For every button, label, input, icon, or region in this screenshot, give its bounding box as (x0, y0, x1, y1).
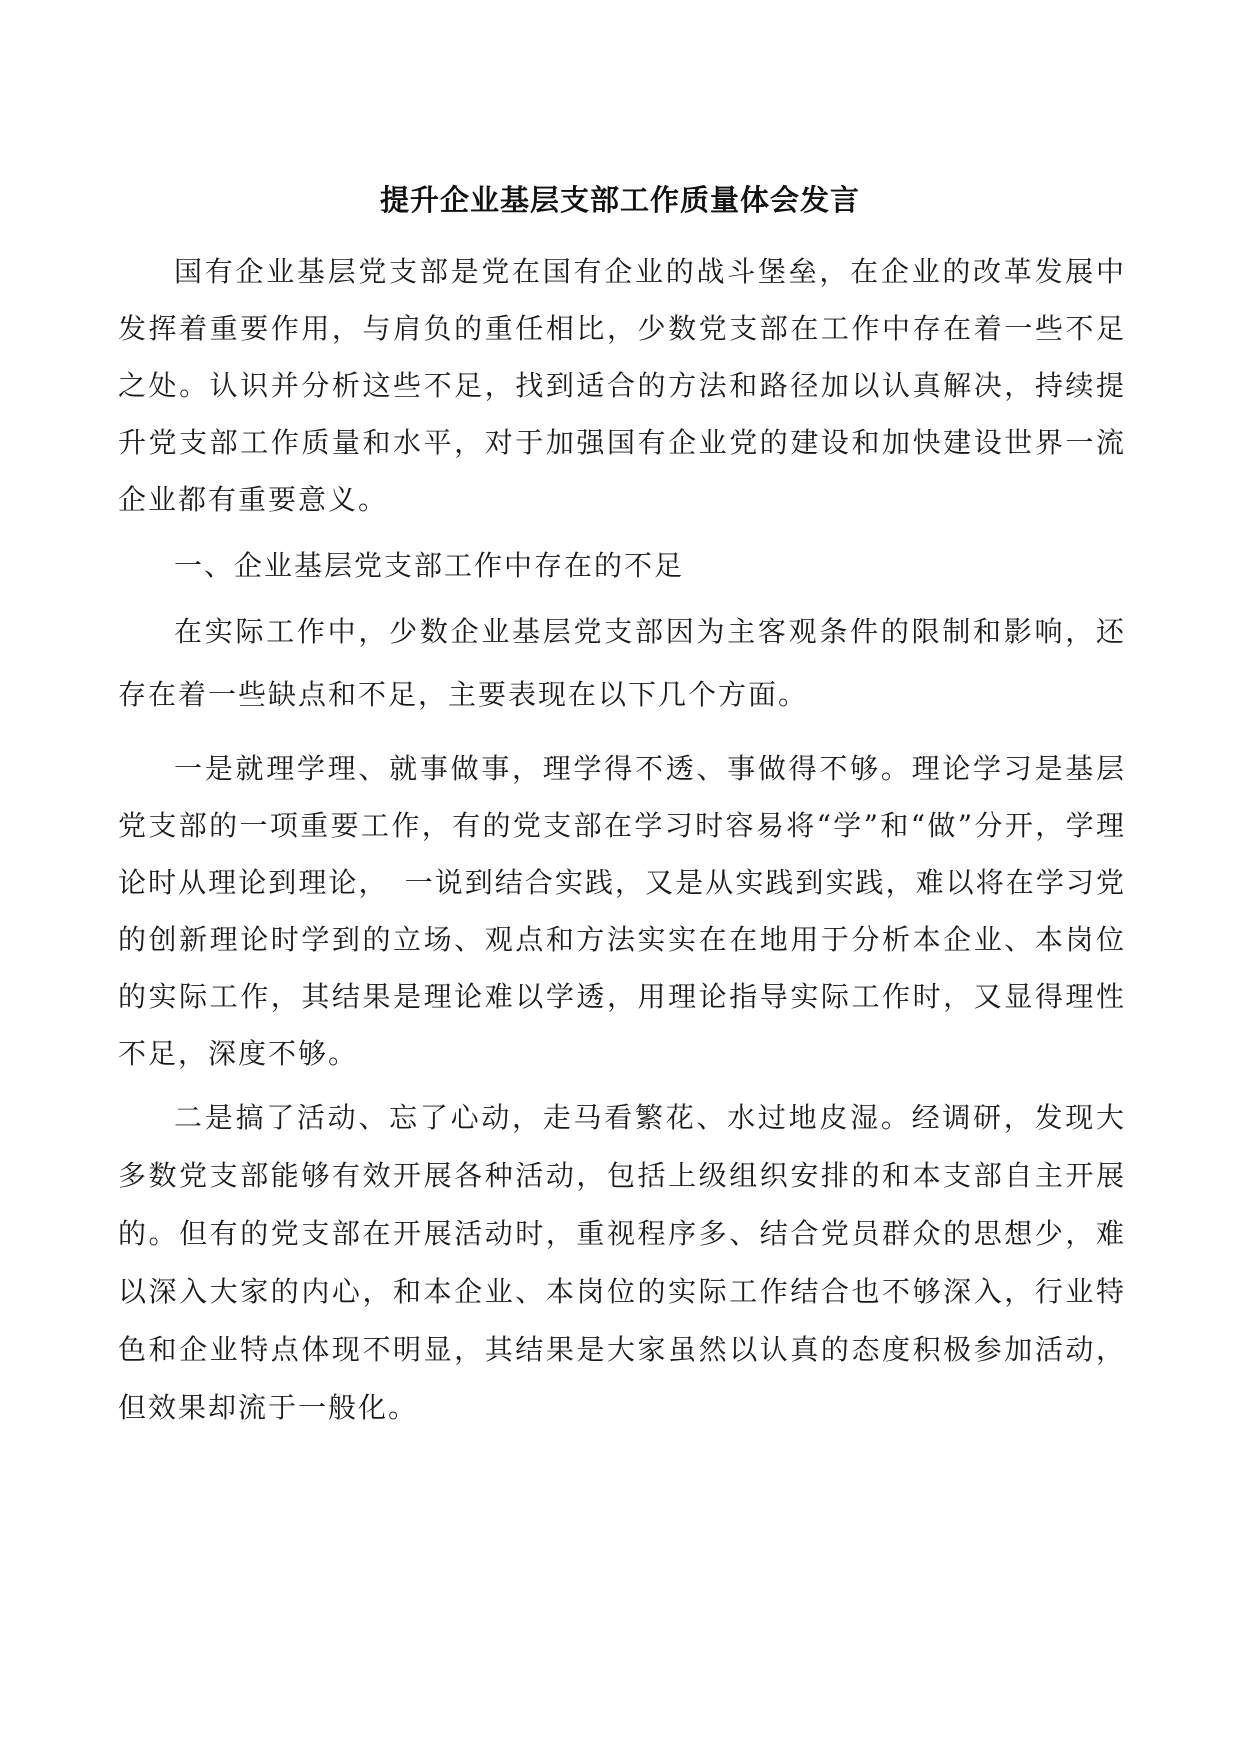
paragraph-section-intro: 在实际工作中，少数企业基层党支部因为主客观条件的限制和影响，还存在着一些缺点和不足，主要表现在以下几个方面。 (118, 615, 1126, 711)
section-heading-1: 一、企业基层党支部工作中存在的不足 (174, 549, 685, 582)
document-title: 提升企业基层支部工作质量体会发言 (379, 183, 860, 217)
paragraph-intro: 国有企业基层党支部是党在国有企业的战斗堡垒，在企业的改革发展中发挥着重要作用，与肩负的重任相比，少数党支部在工作中存在着一些不足之处。认识并分析这些不足，找到适合的方法和路径加以认真解决，持续提升党支部工作质量和水平，对于加强国有企业党的建设和加快建设世界一流企业都有重要意义。 (118, 255, 1126, 516)
paragraph-point-2: 二是搞了活动、忘了心动，走马看繁花、水过地皮湿。经调研，发现大多数党支部能够有效开展各种活动，包括上级组织安排的和本支部自主开展的。但有的党支部在开展活动时，重视程序多、结合党员群众的思想少，难以深入大家的内心，和本企业、本岗位的实际工作结合也不够深入，行业特色和企业特点体现不明显，其结果是大家虽然以认真的态度积极参加活动，但效果却流于一般化。 (118, 1101, 1126, 1424)
paragraph-point-1: 一是就理学理、就事做事，理学得不透、事做得不够。理论学习是基层党支部的一项重要工作，有的党支部在学习时容易将“学”和“做”分开，学理论时从理论到理论， 一说到结合实践，又是从实践到实践，难以将在学习党的创新理论时学到的立场、观点和方法实实在在地用于分析本企业、本岗位的实际工作，其结果是理论难以学透，用理论指导实际工作时，又显得理性不足，深度不够。 (118, 752, 1126, 1070)
